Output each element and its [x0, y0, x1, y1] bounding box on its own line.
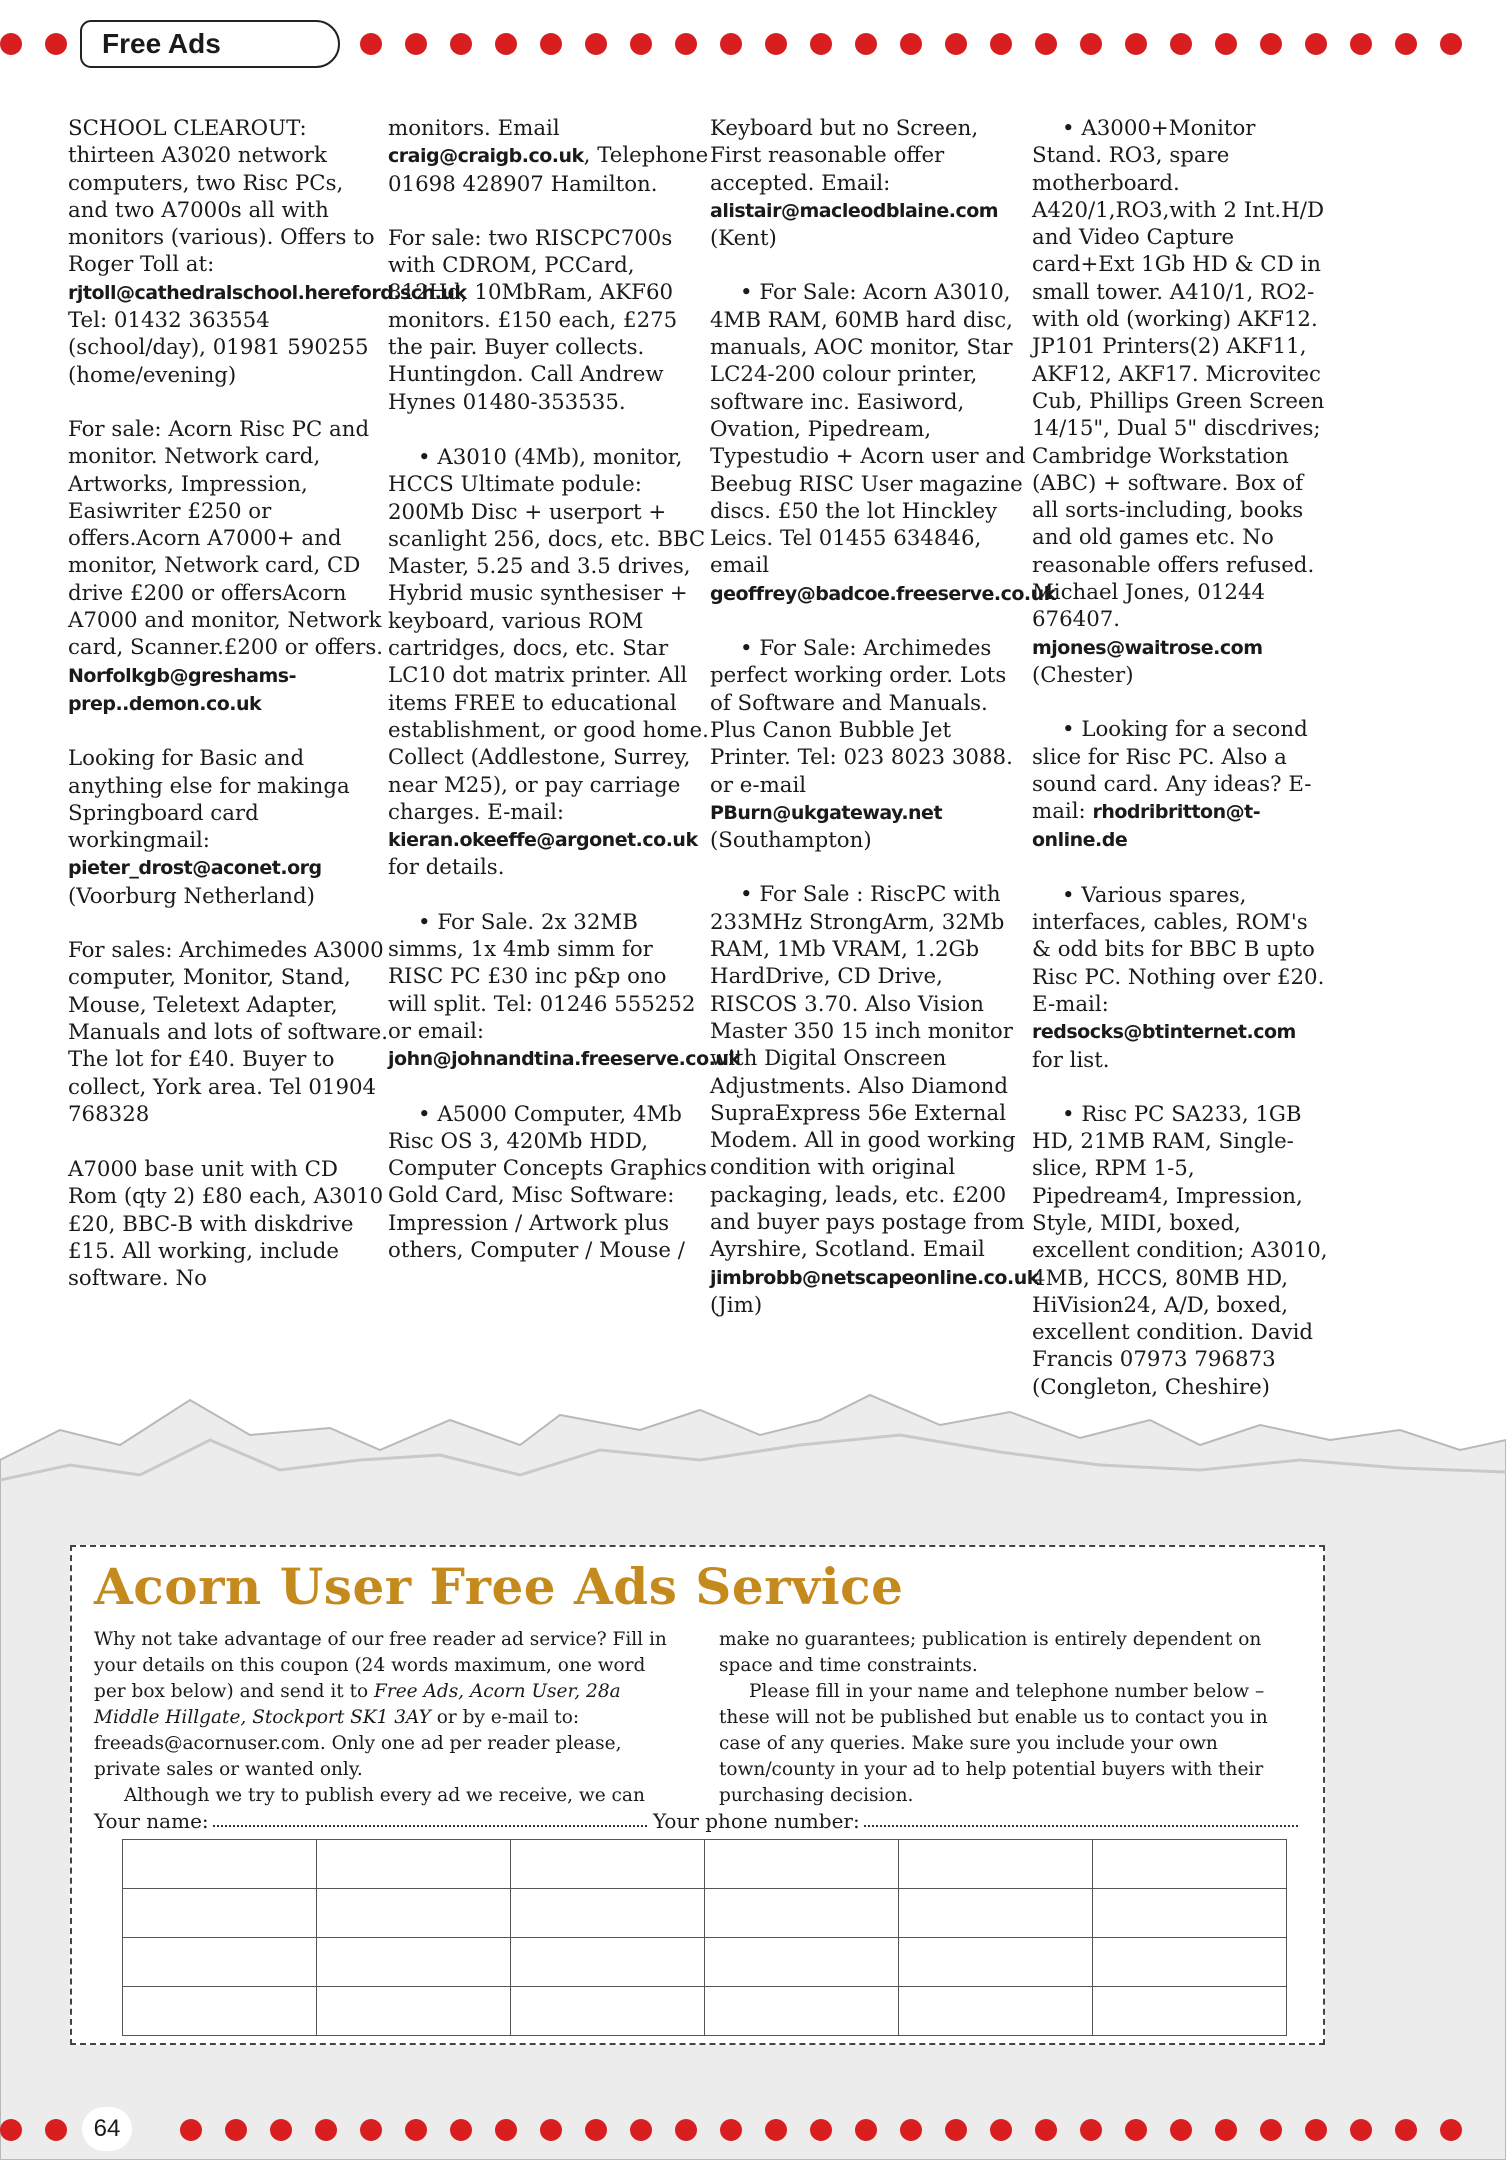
coupon-intro — [94, 1627, 679, 1783]
bottom-dot-rule — [0, 2110, 1485, 2150]
word-box[interactable] — [123, 1938, 317, 1987]
ad-text: Various spares, interfaces, cables, ROM's & odd bits for BBC B upto Risc PC. Nothing over £20. E-mail: — [1032, 882, 1325, 1017]
ad-email[interactable]: geoffrey@badcoe.freeserve.co.uk — [710, 582, 1056, 605]
ad-text-after: Tel: 01432 363554 (school/day), 01981 590255 (home/evening) — [68, 308, 369, 388]
red-dot — [945, 2119, 967, 2141]
red-dot — [1440, 2119, 1462, 2141]
ad-text: monitors. Email — [388, 116, 560, 141]
ad-email[interactable]: rhodribritton@t-online.de — [1032, 801, 1261, 852]
word-box[interactable] — [704, 1987, 898, 2036]
ad-text: A5000 Computer, 4Mb Risc OS 3, 420Mb HDD, Computer Concepts Graphics Gold Card, Misc Software: Impression / Artwork plus others, Computer / Mouse / — [388, 1101, 707, 1263]
ads-column — [1032, 115, 1332, 1400]
ad-text-after: (Jim) — [710, 1292, 763, 1318]
word-box[interactable] — [1092, 1938, 1286, 1987]
red-dot — [1350, 2119, 1372, 2141]
red-dot — [450, 33, 472, 55]
red-dot — [945, 33, 967, 55]
red-dot — [1350, 33, 1372, 55]
red-dot — [1260, 33, 1282, 55]
word-box[interactable] — [704, 1840, 898, 1889]
classified-ad — [710, 881, 1039, 1319]
classified-ad — [68, 115, 467, 389]
red-dot — [675, 33, 697, 55]
word-box[interactable] — [898, 1889, 1092, 1938]
word-box-grid — [122, 1839, 1287, 2036]
word-box[interactable] — [510, 1889, 704, 1938]
classified-ad — [68, 745, 388, 910]
red-dot — [1215, 33, 1237, 55]
classified-ad — [68, 937, 388, 1129]
red-dot — [630, 33, 652, 55]
red-dot — [900, 2119, 922, 2141]
word-box[interactable] — [123, 1840, 317, 1889]
ad-email[interactable]: PBurn@ukgateway.net — [710, 801, 943, 824]
ad-text: For sale: Acorn Risc PC and monitor. Network card, Artworks, Impression, Easiwriter £250 or offers.Acorn A7000+ and monitor, Network card, CD drive £200 or offersAcorn A7000 and monitor, Network card, Scanner.£200 or offers. — [68, 416, 384, 661]
red-dot — [540, 2119, 562, 2141]
red-dot — [1440, 33, 1462, 55]
red-dot — [720, 33, 742, 55]
word-box[interactable] — [1092, 1987, 1286, 2036]
word-box[interactable] — [123, 1987, 317, 2036]
red-dot — [1125, 33, 1147, 55]
red-dot — [1080, 33, 1102, 55]
classified-ad — [388, 444, 710, 882]
phone-label: Your phone number: — [652, 1809, 860, 1833]
red-dot — [720, 2119, 742, 2141]
classified-ad — [68, 416, 388, 718]
coupon-contact-fields — [94, 1809, 1304, 1833]
word-box[interactable] — [316, 1938, 510, 1987]
red-dot — [1170, 33, 1192, 55]
red-dot — [990, 2119, 1012, 2141]
ad-text: For Sale: Acorn A3010, 4MB RAM, 60MB hard disc, manuals, AOC monitor, Star LC24-200 colour printer, software inc. Easiword, Ovation, Pipedream, Typestudio + Acorn user and Beebug RISC User magazine discs. £50 the lot Hinckley Leics. Tel 01455 634846, email — [710, 280, 1026, 579]
classified-ad — [388, 909, 741, 1074]
classified-ad — [388, 115, 710, 198]
word-box[interactable] — [1092, 1840, 1286, 1889]
red-dot — [0, 33, 22, 55]
red-dot — [405, 2119, 427, 2141]
ad-text-after: for details. — [388, 855, 505, 881]
ad-email[interactable]: redsocks@btinternet.com — [1032, 1021, 1296, 1044]
red-dot — [405, 33, 427, 55]
coupon-contact-note: Please fill in your name and telephone number below – these will not be published but enable us to contact you in case of any queries. Make sure you include your own town/county in your ad to help potential buyers with their purchasing decision. — [719, 1681, 1268, 1806]
ad-email[interactable]: Norfolkgb@greshams-prep..demon.co.uk — [68, 664, 296, 715]
ad-text: For Sale. 2x 32MB simms, 1x 4mb simm for RISC PC £30 inc p&p ono will split. Tel: 01246 555252 or email: — [388, 909, 696, 1044]
red-dot — [630, 2119, 652, 2141]
red-dot — [1080, 2119, 1102, 2141]
ad-email[interactable]: kieran.okeeffe@argonet.co.uk — [388, 829, 698, 852]
red-dot — [495, 33, 517, 55]
ad-email[interactable]: craig@craigb.co.uk — [388, 145, 584, 168]
red-dot — [450, 2119, 472, 2141]
classified-ad — [1032, 882, 1332, 1074]
classified-ad — [710, 635, 1032, 854]
red-dot — [675, 2119, 697, 2141]
coupon-postal-address: Free Ads, Acorn User, 28a Middle Hillgate, Stockport SK1 3AY — [94, 1681, 621, 1728]
red-dot — [315, 2119, 337, 2141]
classified-ad — [1032, 716, 1332, 854]
ad-text: Looking for Basic and anything else for makinga Springboard card workingmail: — [68, 746, 350, 854]
red-dot — [765, 33, 787, 55]
word-box[interactable] — [316, 1889, 510, 1938]
red-dot — [45, 2119, 67, 2141]
section-title: Free Ads — [102, 28, 221, 59]
red-dot — [1170, 2119, 1192, 2141]
red-dot — [360, 2119, 382, 2141]
classified-ad — [1032, 1101, 1332, 1402]
red-dot — [855, 33, 877, 55]
classified-ad — [710, 279, 1056, 608]
coupon-left-column — [94, 1627, 679, 1809]
coupon-disclaimer-start: Although we try to publish every ad we receive, we can — [124, 1785, 645, 1806]
red-dot — [810, 33, 832, 55]
red-dot — [1260, 2119, 1282, 2141]
ad-text-after: for list. — [1032, 1047, 1110, 1073]
ad-text: For Sale: Archimedes perfect working order. Lots of Software and Manuals. Plus Canon Bubble Jet Printer. Tel: 023 8023 3088. or e-mail — [710, 636, 1013, 798]
ad-text-after: (Voorburg Netherland) — [68, 883, 315, 909]
red-dot — [1035, 33, 1057, 55]
coupon-intro-text: Why not take advantage of our free reader ad service? Fill in your details on this coupon (24 words maximum, one word per box below) and send it to — [94, 1629, 667, 1702]
word-box[interactable] — [316, 1840, 510, 1889]
ad-text: A7000 base unit with CD Rom (qty 2) £80 each, A3010 £20, BBC-B with diskdrive £15. All working, include software. No — [68, 1157, 384, 1292]
ad-email[interactable]: alistair@macleodblaine.com — [710, 199, 999, 222]
red-dot — [225, 2119, 247, 2141]
word-box[interactable] — [510, 1840, 704, 1889]
red-dot — [495, 2119, 517, 2141]
red-dot — [270, 2119, 292, 2141]
section-tab — [80, 20, 340, 68]
classified-ad — [1032, 115, 1332, 689]
word-box[interactable] — [898, 1840, 1092, 1889]
ad-email[interactable]: pieter_drost@aconet.org — [68, 857, 322, 880]
word-box[interactable] — [704, 1938, 898, 1987]
ad-text: For Sale : RiscPC with 233MHz StrongArm, 32Mb RAM, 1Mb VRAM, 1.2Gb HardDrive, CD Drive, RISCOS 3.70. Also Vision Master 350 15 inch monitor with Digital Onscreen Adjustments. Also Diamond SupraExpress 56e External Modem. All in good working condition with original packaging, leads, etc. £200 and buyer pays postage from Ayrshire, Scotland. Email — [710, 882, 1025, 1263]
page-number: 64 — [82, 2107, 132, 2151]
red-dot — [180, 2119, 202, 2141]
word-box[interactable] — [1092, 1889, 1286, 1938]
ad-text-after: (Kent) — [710, 226, 777, 252]
red-dot — [765, 2119, 787, 2141]
ad-text: A3000+Monitor Stand. RO3, spare motherboard. A420/1,RO3,with 2 Int.H/D and Video Capture card+Ext 1Gb HD & CD in small tower. A410/1, RO2-with old (working) AKF12. JP101 Printers(2) AKF11, AKF12, AKF17. Microvitec Cub, Phillips Green Screen 14/15", Dual 5" discdrives; Cambridge Workstation (ABC) + software. Box of all sorts-including, books and old games etc. No reasonable offers refused. Michael Jones, 01244 676407. — [1032, 116, 1325, 633]
coupon-body — [94, 1627, 1304, 1809]
red-dot — [1035, 2119, 1057, 2141]
ads-column — [710, 115, 1056, 1345]
red-dot — [810, 2119, 832, 2141]
ad-text: For sales: Archimedes A3000 computer, Monitor, Stand, Mouse, Teletext Adapter, Manuals and lots of software. The lot for £40. Buyer to collect, York area. Tel 01904 768328 — [68, 938, 388, 1127]
red-dot — [855, 2119, 877, 2141]
word-box[interactable] — [510, 1938, 704, 1987]
name-field[interactable] — [213, 1809, 647, 1827]
red-dot — [1395, 2119, 1417, 2141]
classified-ad — [710, 115, 1032, 252]
ad-text: Looking for a second slice for Risc PC. Also a sound card. Any ideas? E-mail: — [1032, 717, 1312, 825]
red-dot — [1305, 2119, 1327, 2141]
word-box[interactable] — [898, 1987, 1092, 2036]
ad-text-after: (Southampton) — [710, 828, 872, 854]
red-dot — [990, 33, 1012, 55]
ad-text: Keyboard but no Screen, First reasonable offer accepted. Email: — [710, 116, 979, 196]
red-dot — [1395, 33, 1417, 55]
red-dot — [45, 33, 67, 55]
word-box[interactable] — [898, 1938, 1092, 1987]
classified-ad — [68, 1156, 388, 1293]
red-dot — [900, 33, 922, 55]
red-dot — [540, 33, 562, 55]
free-ads-coupon — [70, 1545, 1325, 2045]
red-dot — [1125, 2119, 1147, 2141]
ad-email[interactable]: jimbrobb@netscapeonline.co.uk — [710, 1266, 1039, 1289]
ad-text: SCHOOL CLEAROUT: thirteen A3020 network computers, two Risc PCs, and two A7000s all with monitors (various). Offers to Roger Toll at: — [68, 116, 375, 278]
coupon-title: Acorn User Free Ads Service — [94, 1557, 904, 1616]
ad-text-after: (Chester) — [1032, 662, 1134, 688]
classified-ad — [388, 225, 710, 417]
name-label: Your name: — [94, 1809, 209, 1833]
ad-text: Risc PC SA233, 1GB HD, 21MB RAM, Single-slice, RPM 1-5, Pipedream4, Impression, Style, MIDI, boxed, excellent condition; A3010, 4MB, HCCS, 80MB HD, HiVision24, A/D, boxed, excellent condition. David Francis 07973 796873 (Congleton, Cheshire) — [1032, 1101, 1328, 1400]
phone-field[interactable] — [864, 1809, 1298, 1827]
word-box[interactable] — [704, 1889, 898, 1938]
coupon-disclaimer-end: make no guarantees; publication is entirely dependent on space and time constraints. — [719, 1629, 1262, 1676]
word-box[interactable] — [510, 1987, 704, 2036]
ad-email[interactable]: john@johnandtina.freeserve.co.uk — [388, 1048, 741, 1071]
red-dot — [585, 33, 607, 55]
word-box[interactable] — [316, 1987, 510, 2036]
coupon-intro-text-2: or by e-mail to: freeads@acornuser.com. Only one ad per reader please, private sales or wanted only. — [94, 1707, 622, 1780]
ad-email[interactable]: rjtoll@cathedralschool.hereford.sch.uk — [68, 281, 467, 304]
ad-text: For sale: two RISCPC700s with CDROM, PCCard, 812Hd, 10MbRam, AKF60 monitors. £150 each, £275 the pair. Buyer collects. Huntingdon. Call Andrew Hynes 01480-353535. — [388, 225, 678, 415]
ads-columns — [68, 115, 1338, 1400]
ad-text: A3010 (4Mb), monitor, HCCS Ultimate podule: 200Mb Disc + userport + scanlight 256, docs, etc. BBC Master, 5.25 and 3.5 drives, Hybrid music synthesiser + keyboard, various ROM cartridges, docs, etc. Star LC10 dot matrix printer. All items FREE to educational establishment, or good home. Collect (Addlestone, Surrey, near M25), or pay carriage charges. E-mail: — [388, 444, 709, 825]
red-dot — [1305, 33, 1327, 55]
word-box[interactable] — [123, 1889, 317, 1938]
ad-text-after: , Telephone 01698 428907 Hamilton. — [388, 143, 709, 197]
classified-ad — [388, 1101, 710, 1266]
ad-email[interactable]: mjones@waitrose.com — [1032, 636, 1263, 659]
red-dot — [0, 2119, 22, 2141]
red-dot — [360, 33, 382, 55]
coupon-right-column — [719, 1627, 1304, 1809]
red-dot — [1215, 2119, 1237, 2141]
red-dot — [585, 2119, 607, 2141]
